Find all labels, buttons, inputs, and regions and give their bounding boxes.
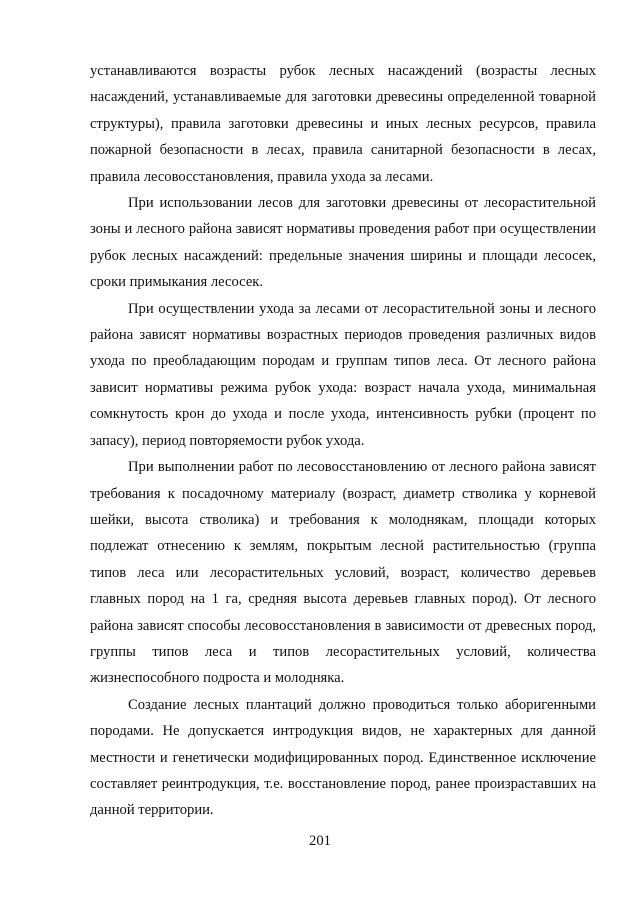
page-number: 201 <box>309 833 331 849</box>
paragraph-reforestation: При выполнении работ по лесовосстановлению от лесного района зависят требования к посадочному материалу (возраст, диаметр стволика у корневой шейки, высота стволика) и требования к молоднякам, площади которых подлежат отнесению к землям, покрытым лесной растительностью (группа типов леса или лесорастительных условий, возраст, количество деревьев главных пород на 1 га, средняя высота деревьев главных пород). От лесного района зависят способы лесовосстановления в зависимости от древесных пород, группы типов леса и типов лесорастительных условий, количества жизнеспособного подроста и молодняка. <box>90 459 596 687</box>
paragraph-plantations: Создание лесных плантаций должно проводиться только аборигенными породами. Не допускается интродукция видов, не характерных для данной местности и генетически модифицированных пород. Единственное исключение составляет реинтродукция, т.е. восстановление пород, ранее произраставших на данной территории. <box>90 696 596 819</box>
document-body <box>90 58 596 824</box>
paragraph-continuation: устанавливаются возрасты рубок лесных насаждений (возрасты лесных насаждений, устанавливаемые для заготовки древесины определенной товарной структуры), правила заготовки древесины и иных лесных ресурсов, правила пожарной безопасности в лесах, правила санитарной безопасности в лесах, правила лесовосстановления, правила ухода за лесами. <box>90 63 596 185</box>
paragraph-forest-care: При осуществлении ухода за лесами от лесорастительной зоны и лесного района зависят нормативы возрастных периодов проведения различных видов ухода по преобладающим породам и группам типов леса. От лесного района зависит нормативы режима рубок ухода: возраст начала ухода, минимальная сомкнутость крон до ухода и после ухода, интенсивность рубки (процент по запасу), период повторяемости рубок ухода. <box>90 300 596 449</box>
paragraph-timber-harvesting: При использовании лесов для заготовки древесины от лесорастительной зоны и лесного района зависят нормативы проведения работ при осуществлении рубок лесных насаждений: предельные значения ширины и площади лесосек, сроки примыкания лесосек. <box>90 195 596 291</box>
